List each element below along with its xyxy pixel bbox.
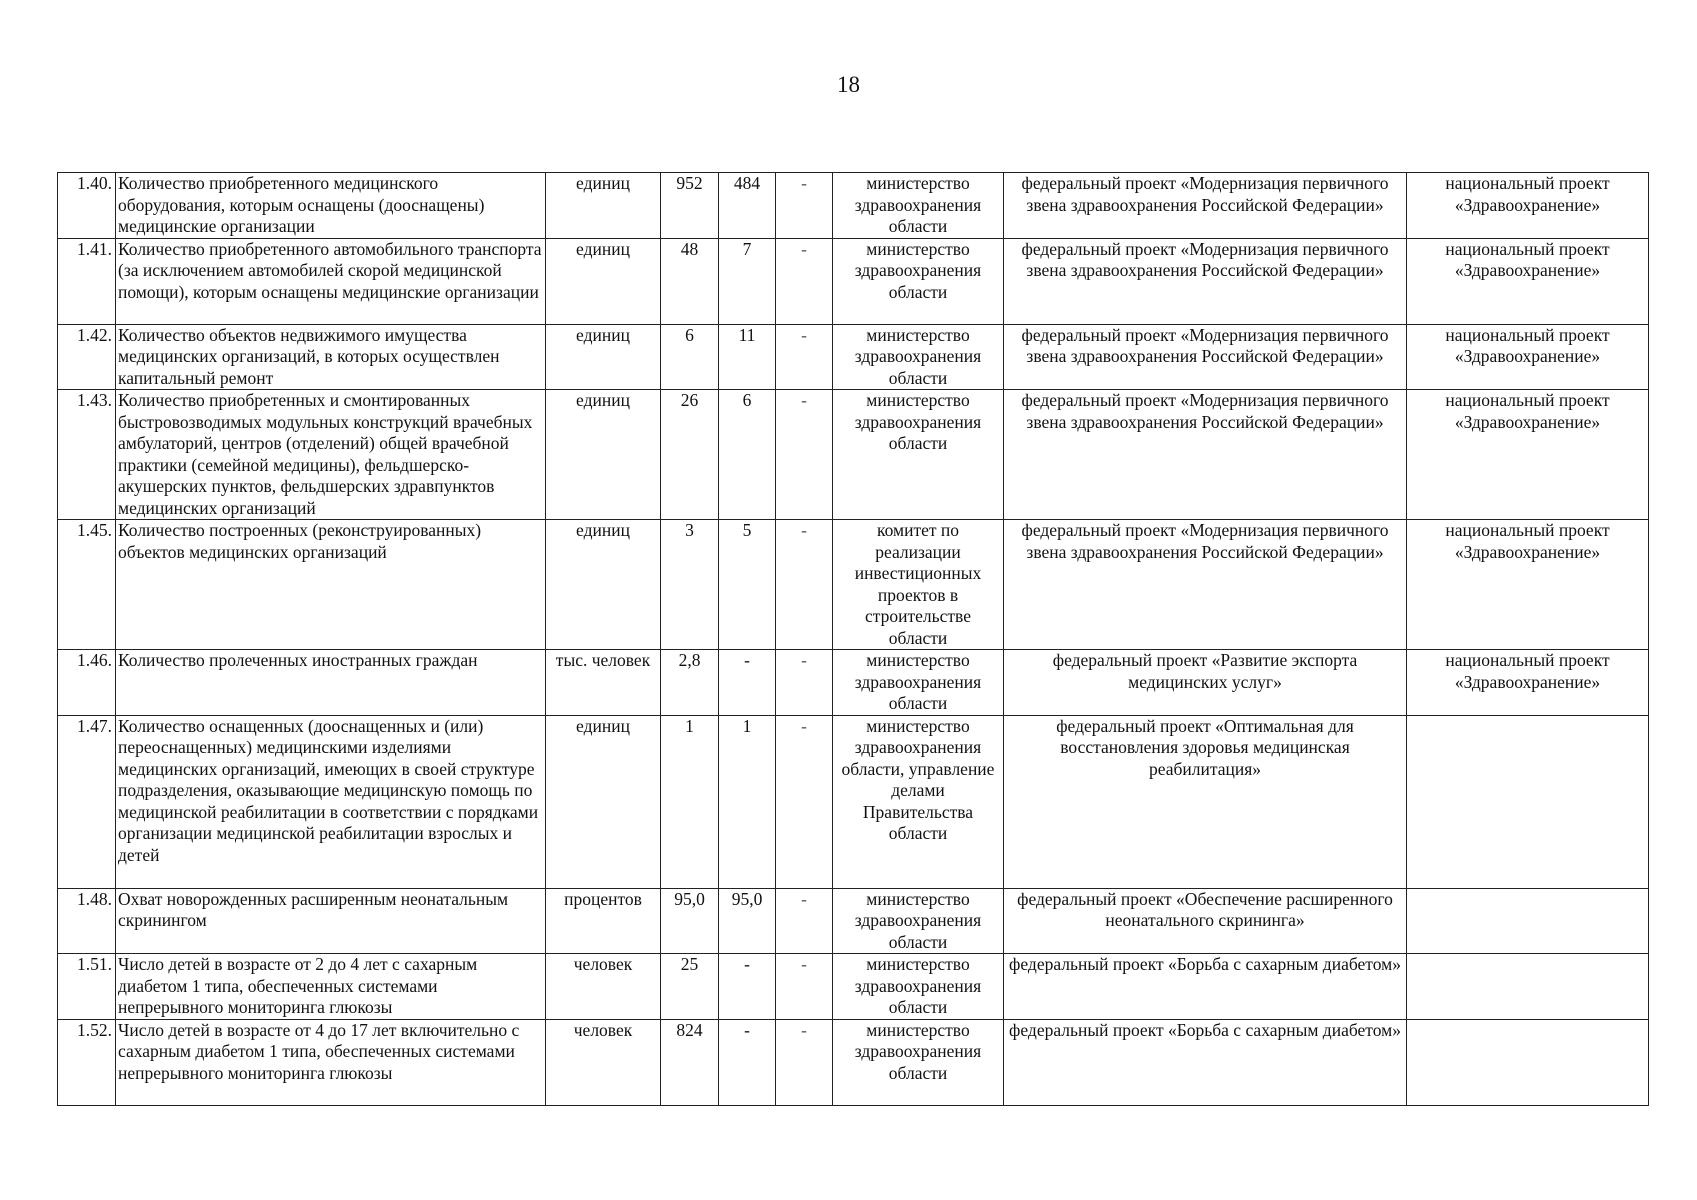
- federal-project-cell: федеральный проект «Борьба с сахарным диабетом»: [1004, 1019, 1407, 1105]
- value-2-cell: 95,0: [719, 888, 776, 954]
- value-3-cell: -: [776, 954, 833, 1020]
- value-1-cell: 3: [661, 520, 719, 650]
- responsible-executor-cell: министерство здравоохранения области: [833, 650, 1004, 716]
- federal-project-cell: федеральный проект «Модернизация первичного звена здравоохранения Российской Федерации»: [1004, 520, 1407, 650]
- value-1-cell: 48: [661, 238, 719, 324]
- indicator-description-cell: Количество приобретенного медицинского оборудования, которым оснащены (дооснащены) медицинские организации: [116, 173, 546, 239]
- value-3-cell: -: [776, 650, 833, 716]
- responsible-executor-cell: комитет по реализации инвестиционных проектов в строительстве области: [833, 520, 1004, 650]
- national-project-cell: [1407, 1019, 1649, 1105]
- responsible-executor-cell: министерство здравоохранения области: [833, 238, 1004, 324]
- federal-project-cell: федеральный проект «Развитие экспорта медицинских услуг»: [1004, 650, 1407, 716]
- value-2-cell: 484: [719, 173, 776, 239]
- indicator-description-cell: Количество построенных (реконструированных) объектов медицинских организаций: [116, 520, 546, 650]
- responsible-executor-cell: министерство здравоохранения области: [833, 173, 1004, 239]
- responsible-executor-cell: министерство здравоохранения области: [833, 954, 1004, 1020]
- federal-project-cell: федеральный проект «Модернизация первичного звена здравоохранения Российской Федерации»: [1004, 390, 1407, 520]
- responsible-executor-cell: министерство здравоохранения области: [833, 324, 1004, 390]
- federal-project-cell: федеральный проект «Оптимальная для восстановления здоровья медицинская реабилитация»: [1004, 715, 1407, 888]
- federal-project-cell: федеральный проект «Модернизация первичного звена здравоохранения Российской Федерации»: [1004, 238, 1407, 324]
- national-project-cell: национальный проект «Здравоохранение»: [1407, 520, 1649, 650]
- federal-project-cell: федеральный проект «Модернизация первичного звена здравоохранения Российской Федерации»: [1004, 173, 1407, 239]
- table-row: [58, 715, 1649, 888]
- row-number-cell: 1.41.: [58, 238, 116, 324]
- national-project-cell: национальный проект «Здравоохранение»: [1407, 238, 1649, 324]
- value-2-cell: 11: [719, 324, 776, 390]
- row-number-cell: 1.46.: [58, 650, 116, 716]
- table-body: [58, 173, 1649, 1106]
- value-1-cell: 1: [661, 715, 719, 888]
- responsible-executor-cell: министерство здравоохранения области: [833, 390, 1004, 520]
- indicator-description-cell: Количество приобретенных и смонтированных быстровозводимых модульных конструкций врачебных амбулаторий, центров (отделений) общей врачебной практики (семейной медицины), фельдшерско-акушерских пунктов, фельдшерских здравпунктов медицинских организаций: [116, 390, 546, 520]
- federal-project-cell: федеральный проект «Обеспечение расширенного неонатального скрининга»: [1004, 888, 1407, 954]
- row-number-cell: 1.45.: [58, 520, 116, 650]
- table-row: [58, 650, 1649, 716]
- indicators-table: [57, 172, 1649, 1106]
- unit-cell: единиц: [546, 390, 661, 520]
- value-3-cell: -: [776, 173, 833, 239]
- row-number-cell: 1.51.: [58, 954, 116, 1020]
- national-project-cell: [1407, 715, 1649, 888]
- indicator-description-cell: Количество приобретенного автомобильного транспорта (за исключением автомобилей скорой медицинской помощи), которым оснащены медицинские организации: [116, 238, 546, 324]
- indicator-description-cell: Число детей в возрасте от 2 до 4 лет с сахарным диабетом 1 типа, обеспеченных системами непрерывного мониторинга глюкозы: [116, 954, 546, 1020]
- row-number-cell: 1.47.: [58, 715, 116, 888]
- value-2-cell: -: [719, 1019, 776, 1105]
- unit-cell: единиц: [546, 173, 661, 239]
- national-project-cell: [1407, 888, 1649, 954]
- value-1-cell: 26: [661, 390, 719, 520]
- unit-cell: тыс. человек: [546, 650, 661, 716]
- table-row: [58, 238, 1649, 324]
- indicator-description-cell: Число детей в возрасте от 4 до 17 лет включительно с сахарным диабетом 1 типа, обеспеченных системами непрерывного мониторинга глюкозы: [116, 1019, 546, 1105]
- value-3-cell: -: [776, 238, 833, 324]
- responsible-executor-cell: министерство здравоохранения области: [833, 1019, 1004, 1105]
- value-2-cell: 6: [719, 390, 776, 520]
- national-project-cell: национальный проект «Здравоохранение»: [1407, 324, 1649, 390]
- unit-cell: человек: [546, 1019, 661, 1105]
- table-row: [58, 390, 1649, 520]
- table-row: [58, 173, 1649, 239]
- indicator-description-cell: Охват новорожденных расширенным неонатальным скринингом: [116, 888, 546, 954]
- value-3-cell: -: [776, 715, 833, 888]
- responsible-executor-cell: министерство здравоохранения области, управление делами Правительства области: [833, 715, 1004, 888]
- value-3-cell: -: [776, 324, 833, 390]
- value-3-cell: -: [776, 888, 833, 954]
- value-2-cell: 1: [719, 715, 776, 888]
- row-number-cell: 1.52.: [58, 1019, 116, 1105]
- responsible-executor-cell: министерство здравоохранения области: [833, 888, 1004, 954]
- indicator-description-cell: Количество пролеченных иностранных граждан: [116, 650, 546, 716]
- table-row: [58, 520, 1649, 650]
- value-1-cell: 6: [661, 324, 719, 390]
- value-2-cell: -: [719, 650, 776, 716]
- value-1-cell: 824: [661, 1019, 719, 1105]
- value-1-cell: 952: [661, 173, 719, 239]
- value-3-cell: -: [776, 390, 833, 520]
- federal-project-cell: федеральный проект «Модернизация первичного звена здравоохранения Российской Федерации»: [1004, 324, 1407, 390]
- unit-cell: единиц: [546, 715, 661, 888]
- value-2-cell: -: [719, 954, 776, 1020]
- row-number-cell: 1.42.: [58, 324, 116, 390]
- national-project-cell: национальный проект «Здравоохранение»: [1407, 390, 1649, 520]
- value-1-cell: 95,0: [661, 888, 719, 954]
- unit-cell: единиц: [546, 324, 661, 390]
- unit-cell: единиц: [546, 238, 661, 324]
- table-row: [58, 954, 1649, 1020]
- row-number-cell: 1.40.: [58, 173, 116, 239]
- national-project-cell: [1407, 954, 1649, 1020]
- row-number-cell: 1.43.: [58, 390, 116, 520]
- value-3-cell: -: [776, 1019, 833, 1105]
- value-3-cell: -: [776, 520, 833, 650]
- unit-cell: единиц: [546, 520, 661, 650]
- indicator-description-cell: Количество объектов недвижимого имущества медицинских организаций, в которых осуществлен капитальный ремонт: [116, 324, 546, 390]
- table-row: [58, 324, 1649, 390]
- federal-project-cell: федеральный проект «Борьба с сахарным диабетом»: [1004, 954, 1407, 1020]
- value-1-cell: 25: [661, 954, 719, 1020]
- national-project-cell: национальный проект «Здравоохранение»: [1407, 173, 1649, 239]
- unit-cell: человек: [546, 954, 661, 1020]
- row-number-cell: 1.48.: [58, 888, 116, 954]
- value-2-cell: 7: [719, 238, 776, 324]
- indicators-table-container: [57, 172, 1649, 1106]
- page-number: 18: [837, 72, 860, 97]
- table-row: [58, 888, 1649, 954]
- unit-cell: процентов: [546, 888, 661, 954]
- value-1-cell: 2,8: [661, 650, 719, 716]
- indicator-description-cell: Количество оснащенных (дооснащенных и (или) переоснащенных) медицинскими изделиями медицинских организаций, имеющих в своей структуре подразделения, оказывающие медицинскую помощь по медицинской реабилитации в соответствии с порядками организации медицинской реабилитации взрослых и детей: [116, 715, 546, 888]
- table-row: [58, 1019, 1649, 1105]
- value-2-cell: 5: [719, 520, 776, 650]
- national-project-cell: национальный проект «Здравоохранение»: [1407, 650, 1649, 716]
